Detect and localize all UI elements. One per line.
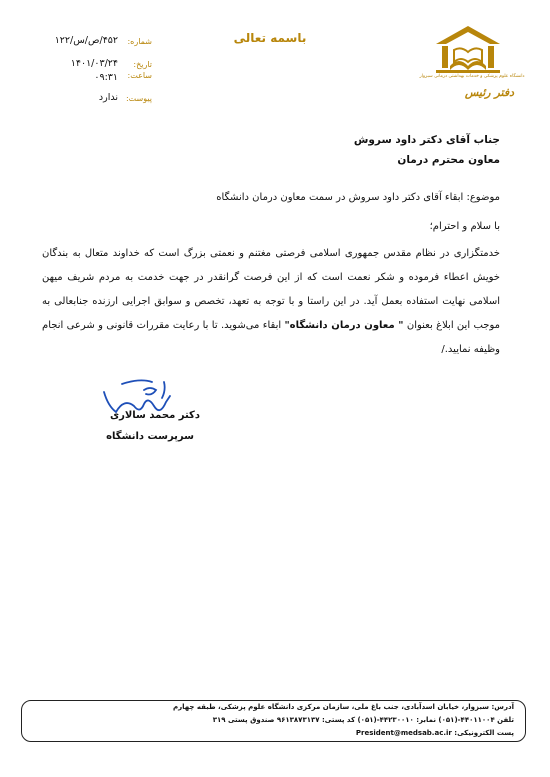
date-value: ۱۴۰۱/۰۳/۲۴ (70, 58, 118, 69)
attachment-label: پیوست: (125, 94, 152, 103)
body-tail: ابقاء می‌شوید. تا با رعایت مقررات قانونی و شرعی انجام وظیفه نمایید./ (42, 320, 500, 355)
time-value: ۰۹:۳۱ (94, 72, 118, 83)
bismillah-heading: باسمه تعالی (233, 31, 307, 45)
recipient-name: جناب آقای دکتر داود سروش (353, 134, 500, 146)
university-name: دانشگاه علوم پزشکی و خدمات بهداشتی درمانی سبزوار (419, 74, 525, 79)
attachment-value: ندارد (98, 92, 118, 103)
signatory-name: دکتر محمد سالاری (109, 410, 200, 421)
number-label: شماره: (127, 37, 152, 46)
time-label: ساعت: (127, 71, 152, 80)
body-appointment-title: " معاون درمان دانشگاه" (284, 320, 404, 331)
letter-body (42, 242, 500, 362)
footer-contacts: تلفن ۴۴۰۱۱۰۰۴-(۰۵۱) نمابر: ۴۴۲۳۰۰۱۰-(۰۵۱) کد پستی: ۹۶۱۳۸۷۳۱۳۷ صندوق پستی ۳۱۹ (212, 716, 514, 724)
signatory-title: سرپرست دانشگاه (106, 431, 194, 442)
greeting: با سلام و احترام؛ (429, 221, 500, 232)
footer-address: آدرس: سبزوار، خیابان اسدآبادی، جنب باغ ملی، سازمان مرکزی دانشگاه علوم پزشکی، طبقه چهارم (172, 703, 514, 711)
recipient-title: معاون محترم درمان (397, 154, 500, 166)
university-logo-icon (428, 22, 508, 76)
handwritten-signature (94, 376, 204, 430)
body-text: خدمتگزاری در نظام مقدس جمهوری اسلامی فرصتی مغتنم و نعمتی بزرگ است که خداوند متعال به بندگان خویش اعطاء فرموده و شکر نعمت است که از این فرصت گرانقدر در جهت خدمت به مردم شریف میهن اسلامی نهایت استفاده بعمل آید. در این راستا و با توجه به تعهد، تخصص و سوابق اجرایی ارزنده جنابعالی به موجب این ابلاغ بعنوان (42, 248, 500, 331)
office-title: دفتر رئیس (464, 86, 514, 99)
date-label: تاریخ: (133, 60, 152, 69)
footer-email: پست الکترونیکی: President@medsab.ac.ir (355, 729, 514, 737)
subject-line: موضوع: ابقاء آقای دکتر داود سروش در سمت معاون درمان دانشگاه (216, 192, 500, 203)
number-value: ۴۵۲/ص/س/۱۲۲ (54, 35, 118, 46)
